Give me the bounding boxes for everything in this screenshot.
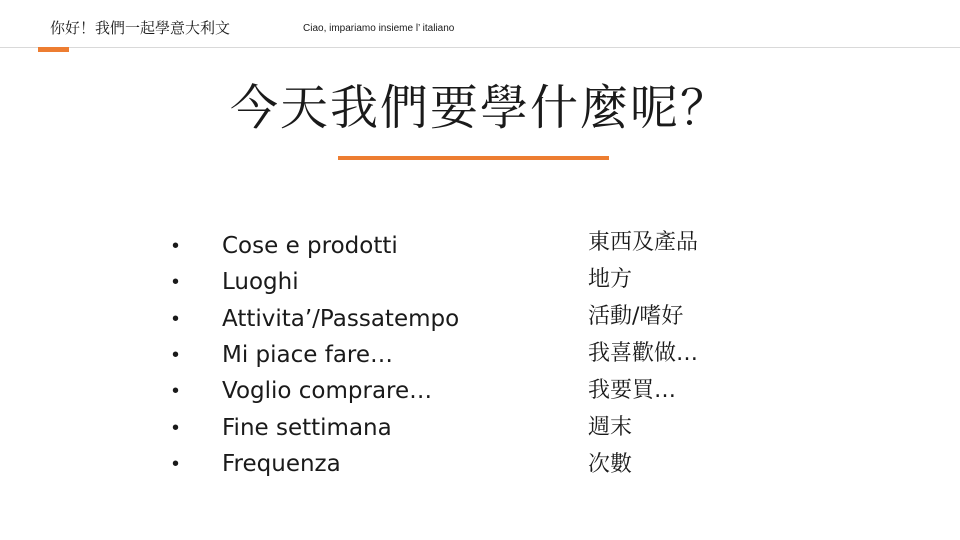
list-item: [172, 228, 459, 264]
translation-item: 活動/嗜好: [588, 304, 684, 329]
italian-item-label: Fine settimana: [222, 414, 392, 441]
italian-item-label: Luoghi: [222, 269, 299, 296]
header-subtitle: Ciao, impariamo insieme l’ italiano: [303, 23, 455, 34]
list-item: [172, 373, 459, 409]
translation-item: 次數: [588, 452, 633, 477]
italian-item-label: Cose e prodotti: [222, 233, 398, 260]
bullet-icon: •: [172, 380, 180, 403]
list-item: [172, 446, 459, 482]
bullet-icon: •: [172, 416, 180, 439]
header-accent-bar: [38, 47, 69, 52]
translation-item: 我要買…: [588, 378, 677, 403]
header-divider: [0, 47, 960, 48]
bullet-icon: •: [172, 271, 180, 294]
page-title: 今天我們要學什麼呢？: [229, 80, 730, 136]
list-item: [172, 264, 459, 300]
bullet-icon: •: [172, 235, 180, 258]
list-item: [172, 301, 459, 337]
italian-item-label: Voglio comprare…: [222, 378, 433, 405]
translation-item: 我喜歡做…: [588, 341, 699, 366]
bullet-icon: •: [172, 307, 180, 330]
list-item: [172, 337, 459, 373]
chinese-translation-list: [588, 224, 698, 483]
header-title: 你好！我們一起學意大利文: [50, 19, 231, 37]
bullet-icon: •: [172, 344, 180, 367]
bullet-icon: •: [172, 452, 180, 475]
translation-item: 地方: [588, 267, 633, 292]
italian-item-label: Attivita’/Passatempo: [222, 305, 460, 332]
italian-vocabulary-list: [172, 228, 459, 482]
list-item: [172, 409, 459, 445]
title-underline: [338, 156, 609, 160]
translation-item: 週末: [588, 415, 633, 440]
italian-item-label: Frequenza: [222, 450, 341, 477]
italian-item-label: Mi piace fare…: [222, 342, 394, 369]
translation-item: 東西及產品: [588, 230, 699, 255]
